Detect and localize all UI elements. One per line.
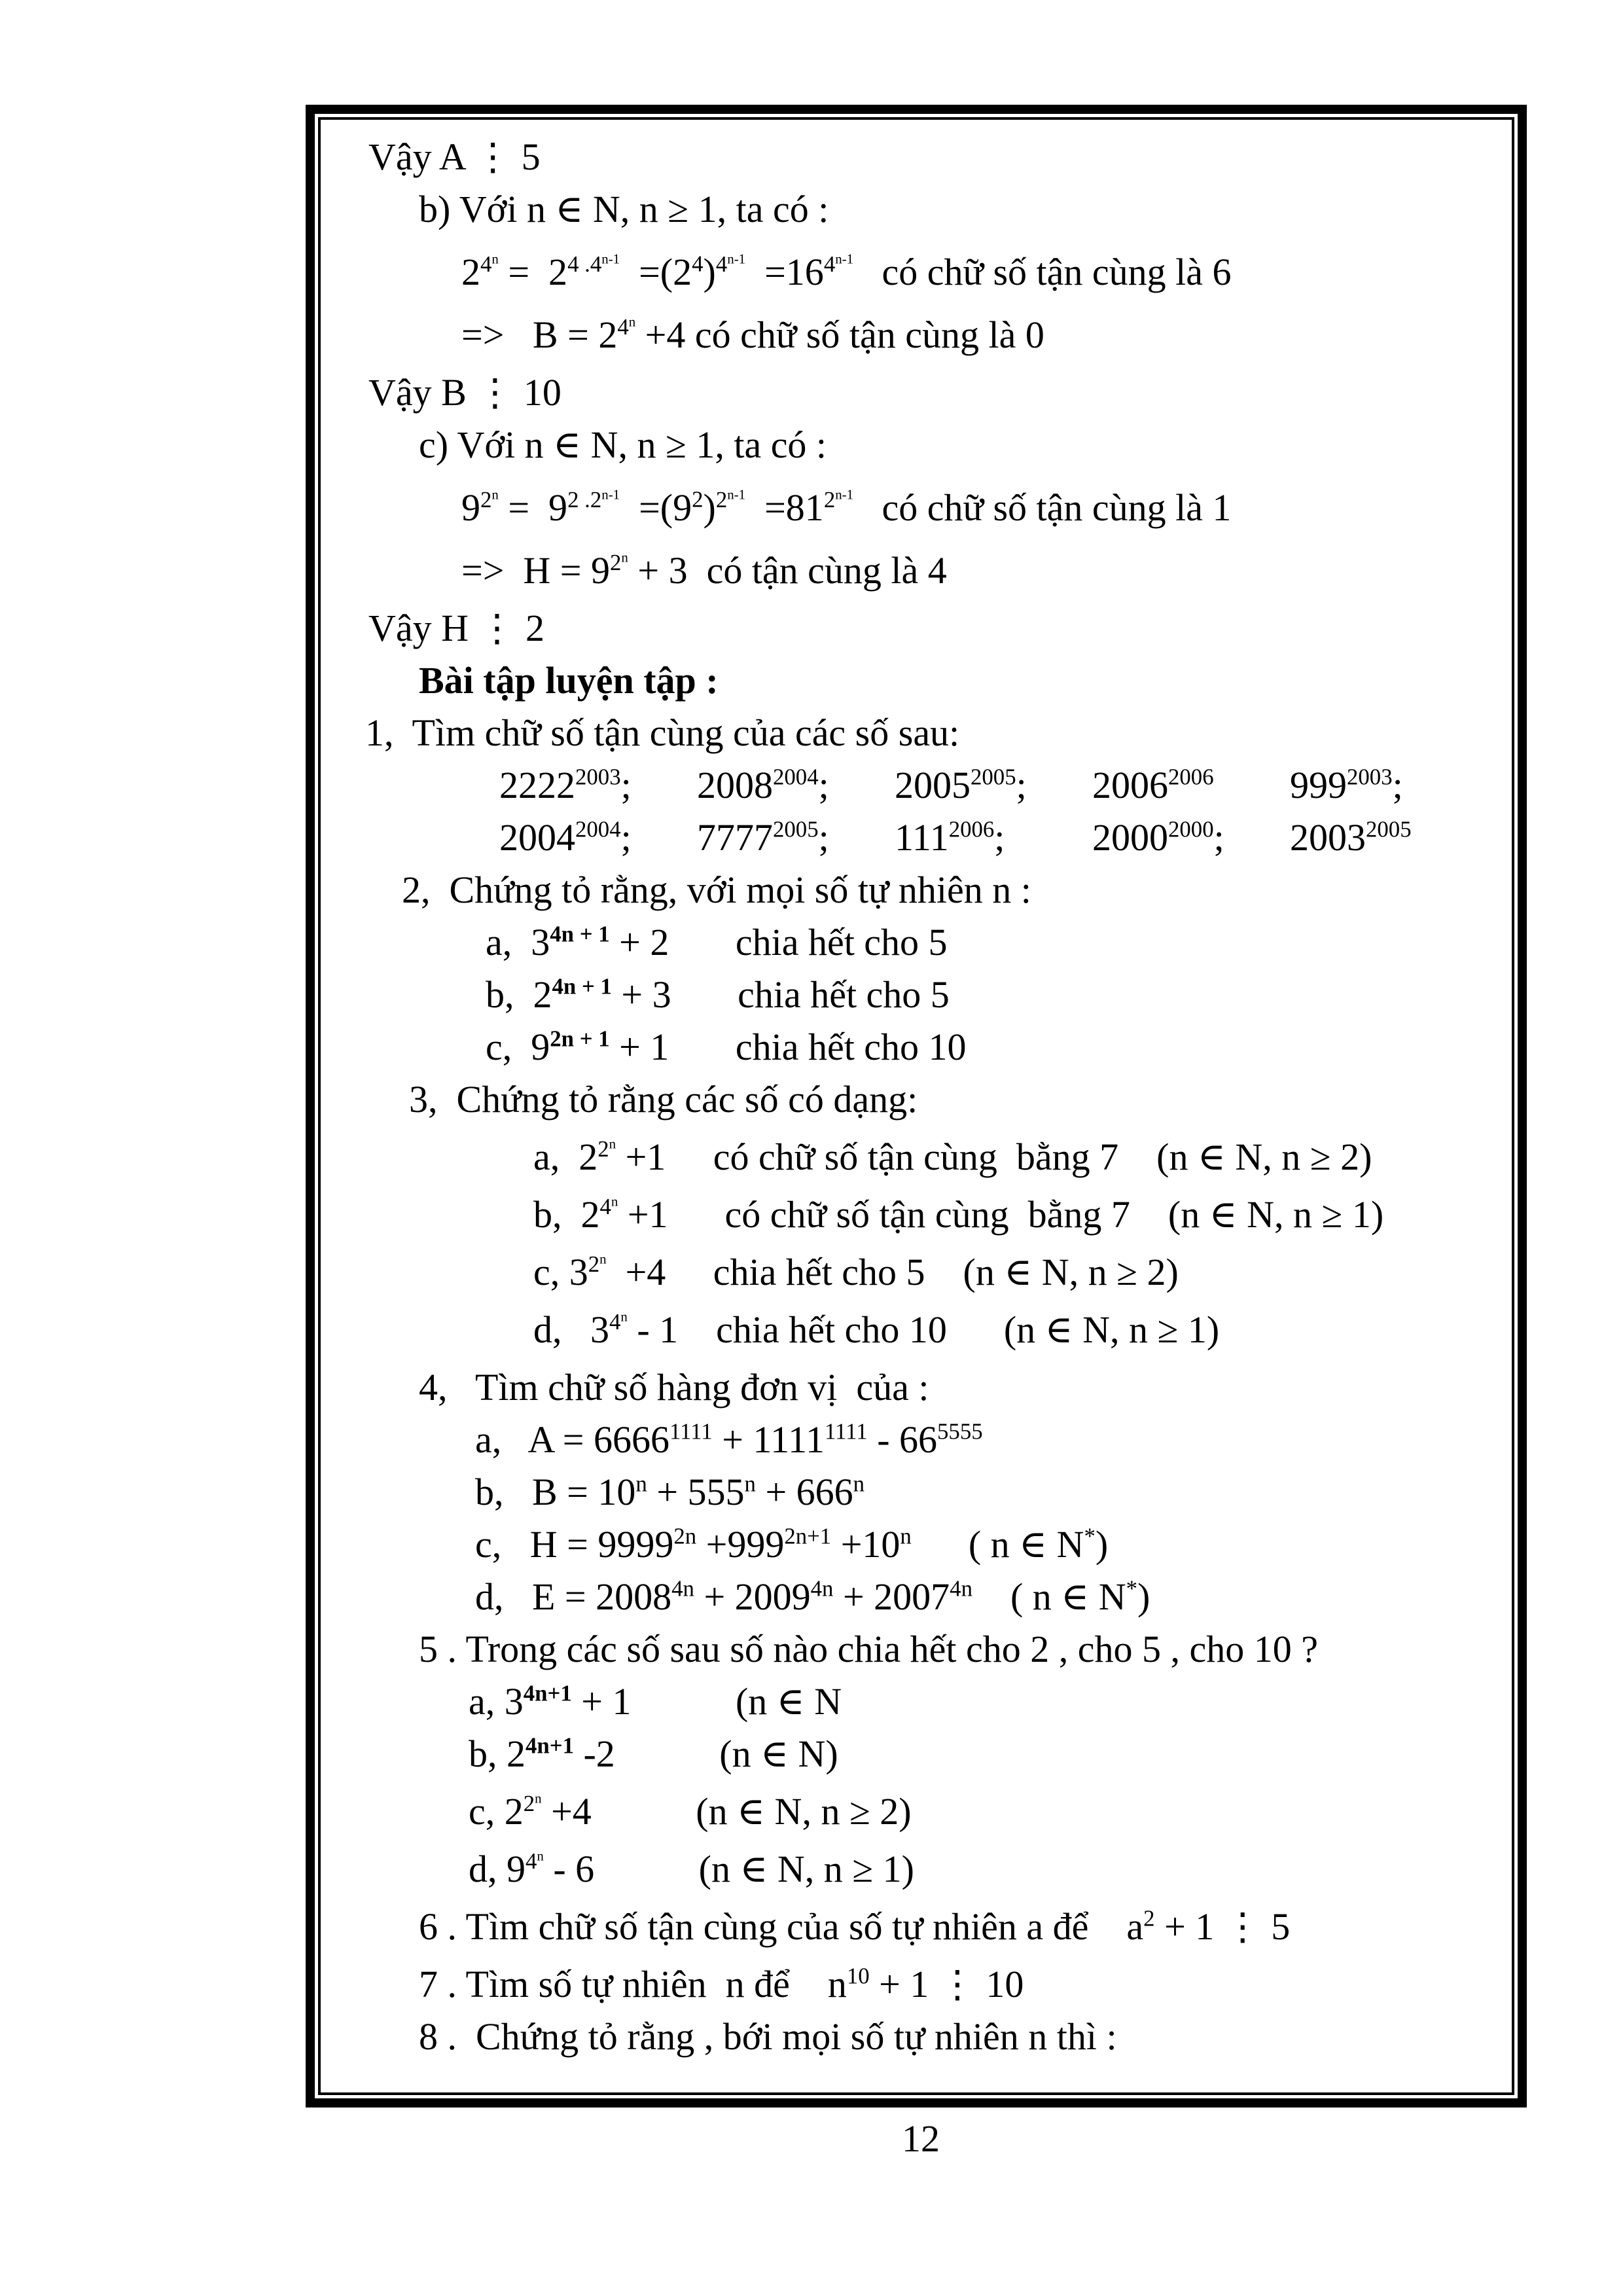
exercise-1-row-2 [321,816,1499,859]
practice-heading: Bài tập luyện tập : [419,659,719,702]
exercise-3-item-a: a, $2^{2^n} +1$ có chữ số tận cùng bằng 7 (n ∈ N, n ≥ 2) [533,1136,1372,1178]
exercise-8-line: 8 . Chứng tỏ rằng , bới mọi số tự nhiên n thì : [419,2015,1117,2058]
power-term: $2004^{2004}$; [499,816,632,859]
power-term: $7777^{2005}$; [697,816,829,859]
power-term: $2008^{2004}$; [697,764,829,806]
exercise-4-item-d: d, $E = 2008^{4n} + 2009^{4n} + 2007^{4n}$ ( n ∈ N*) [475,1575,1150,1618]
power-term: $2222^{2003}$; [499,764,632,806]
exercise-5-item-c: c, $2^{2^n} +4$ (n ∈ N, n ≥ 2) [469,1790,912,1833]
conclusion-h-line: Vậy H ⋮ 2 [368,607,545,649]
power-term: $999^{2003}$; [1290,764,1403,806]
conclusion-a-line: Vậy A ⋮ 5 [368,135,541,178]
implication-h-line: => $H = 9^{2^n} + 3$ có tận cùng là 4 [461,549,947,592]
exercise-2-item-c: c, $9^{2n + 1} + 1$ chia hết cho 10 [486,1026,967,1068]
exercise-1-title: 1, Tìm chữ số tận cùng của các số sau: [365,711,960,754]
exercise-3-item-d: d, $3^{4^n} - 1$ chia hết cho 10 (n ∈ N, n ≥ 1) [533,1308,1220,1351]
exercise-6-line: 6 . Tìm chữ số tận cùng của số tự nhiên a để $a^2 + 1$ ⋮ 5 [419,1905,1291,1948]
power-term: $2000^{2000}$; [1092,816,1224,859]
exercise-4-item-b: b, $B = 10^n + 555^n + 666^n$ [475,1471,865,1513]
conclusion-b-line: Vậy B ⋮ 10 [368,371,562,414]
exercise-3-title: 3, Chứng tỏ rằng các số có dạng: [409,1078,918,1121]
power-term: $2006^{2006}$ [1092,764,1214,806]
case-c-intro-line: c) Với n ∈ N, n ≥ 1, ta có : [419,423,827,466]
page-border-frame [306,105,1527,2108]
power-term: $111^{2006}$; [895,816,1005,859]
page-content [318,117,1514,2095]
power-term: $2003^{2005}$ [1290,816,1412,859]
exercise-2-item-b: b, $2^{4n + 1} + 3$ chia hết cho 5 [486,973,950,1016]
exercise-4-title: 4, Tìm chữ số hàng đơn vị của : [419,1366,929,1408]
exercise-3-item-c: c, $3^{2^n} +4$ chia hết cho 5 (n ∈ N, n ≥ 2) [533,1251,1179,1293]
exercise-2-title: 2, Chứng tỏ rằng, với mọi số tự nhiên n : [402,869,1031,911]
exercise-5-item-a: a, $3^{4n+1} + 1$ (n ∈ N [469,1680,842,1723]
exercise-5-title: 5 . Trong các số sau số nào chia hết cho 2 , cho 5 , cho 10 ? [419,1628,1319,1670]
case-b-intro-line: b) Với n ∈ N, n ≥ 1, ta có : [419,188,829,230]
exercise-4-item-c: c, $H = 9999^{2n} +999^{2n+1} +10^n$ ( n ∈ N*) [475,1523,1109,1566]
formula-power-2-line: $2^{4^n} = 2^{4 .4^{n-1}} =(2^4)^{4^{n-1}} =16^{4^{n-1}}$ có chữ số tận cùng là 6 [461,251,1232,293]
exercise-1-row-1 [321,764,1499,807]
exercise-4-item-a: a, $A = 6666^{1111} + 1111^{1111} - 66^{5555}$ [475,1418,983,1461]
exercise-5-item-d: d, $9^{4^n} - 6$ (n ∈ N, n ≥ 1) [469,1848,914,1890]
power-term: $2005^{2005}$; [895,764,1027,806]
exercise-5-item-b: b, $2^{4n+1}$ -2 (n ∈ N) [469,1732,838,1775]
exercise-3-item-b: b, $2^{4^n} +1$ có chữ số tận cùng bằng 7 (n ∈ N, n ≥ 1) [533,1193,1384,1236]
exercise-2-item-a: a, $3^{4n + 1} + 2$ chia hết cho 5 [486,921,948,963]
formula-power-9-line: $9^{2^n} = 9^{2 .2^{n-1}} =(9^2)^{2^{n-1}} =81^{2^{n-1}}$ có chữ số tận cùng là 1 [461,486,1232,529]
exercise-7-line: 7 . Tìm số tự nhiên n để $n^{10} + 1$ ⋮ 10 [419,1963,1024,2005]
page-number: 12 [902,2117,940,2160]
implication-b-line: => $B = 2^{4^n} +4$ có chữ số tận cùng là 0 [461,314,1044,356]
